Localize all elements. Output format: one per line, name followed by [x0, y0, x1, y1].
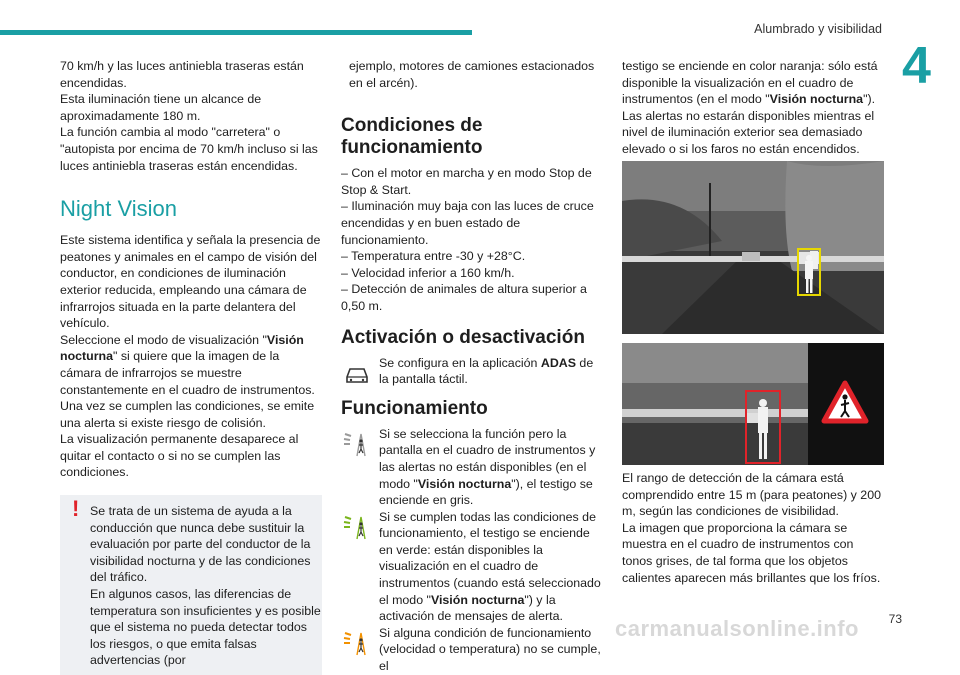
range-paragraph-1: El rango de detección de la cámara está comprendido entre 15 m (para peatones) y 200 m, según las condiciones de visibilidad.: [622, 471, 881, 519]
list-item: – Velocidad inferior a 160 km/h.: [341, 265, 515, 280]
intro-paragraph-3: La función cambia al modo "carretera" o "autopista por encima de 70 km/h incluso si las luces antiniebla traseras están encendidas.: [60, 125, 318, 173]
list-item: – Detección de animales de altura superior a 0,50 m.: [341, 282, 587, 313]
column-right: [622, 58, 884, 158]
intro-paragraph-2: Esta iluminación tiene un alcance de aproximadamente 180 m.: [60, 92, 262, 123]
continued-paragraph: ejemplo, motores de camiones estacionados en el arcén).: [349, 59, 595, 90]
operation-text-gray: Si se selecciona la función pero la pantalla en el cuadro de instrumentos y las alertas no están disponibles (en el modo "Visión nocturna"), el testigo se enciende en gris.: [379, 426, 596, 508]
night-vision-gray-icon: [341, 428, 373, 460]
nv-paragraph-1: Este sistema identifica y señala la presencia de peatones y animales en el campo de visión del conductor, en condiciones de iluminación exterior reducida, empleando una cámara de infrarrojos situada en la parte delantera del vehículo.: [60, 233, 321, 331]
operation-text-green: Si se cumplen todas las condiciones de funcionamiento, el testigo se enciende en verde: están disponibles la visualización en el cuadro de instrumentos (cuando está seleccionado el modo "Visión nocturna") y la activación de mensajes de alerta.: [379, 509, 601, 624]
conditions-list: [341, 165, 603, 314]
night-vision-orange-icon: [341, 627, 373, 659]
alerts-paragraph: Las alertas no estarán disponibles mientras el nivel de iluminación exterior sea demasiado elevado o si los faros no están encendidos.: [622, 108, 875, 156]
nv-paragraph-2: Seleccione el modo de visualización "Visión nocturna" si quiere que la imagen de la cámara de infrarrojos se muestre constantemente en el cuadro de instrumentos. Una vez se cumplen las condiciones, se emite una alerta si existe riesgo de colisión.: [60, 332, 315, 430]
intro-paragraph-1: 70 km/h y las luces antiniebla traseras están encendidas.: [60, 59, 304, 90]
list-item: – Con el motor en marcha y en modo Stop de Stop & Start.: [341, 166, 592, 197]
header-accent-bar: [0, 30, 472, 35]
warning-paragraph-2: En algunos casos, las diferencias de temperatura son insuficientes y es posible que el sistema no pueda detectar todos los riesgos, o que emita falsas advertencias (por: [90, 587, 321, 668]
conditions-heading: Condiciones de funcionamiento: [341, 115, 483, 159]
range-text-block: [622, 470, 884, 586]
list-item: – Iluminación muy baja con las luces de cruce encendidas y en buen estado de funcionamiento.: [341, 199, 594, 247]
activation-text: Se configura en la aplicación ADAS de la pantalla táctil.: [379, 355, 594, 387]
operation-text-orange: Si alguna condición de funcionamiento (velocidad o temperatura) no se cumple, el: [379, 625, 601, 674]
operation-row-gray: [341, 426, 603, 509]
page-number: 73: [888, 612, 902, 626]
activation-row: [341, 355, 603, 388]
operation-row-green: [341, 509, 603, 625]
thermal-camera-photo-alert: [622, 343, 884, 465]
list-item: – Temperatura entre -30 y +28°C.: [341, 249, 526, 264]
continued-paragraph-right: testigo se enciende en color naranja: sólo está disponible la visualización en el cuadro de instrumentos (en el modo "Visión nocturna").: [622, 59, 878, 107]
warning-exclamation-icon: !: [72, 496, 80, 522]
range-paragraph-2: La imagen que proporciona la cámara se muestra en el cuadro de instrumentos con tonos grises, de tal forma que los objetos calientes aparecen más brillantes que los fríos.: [622, 520, 881, 585]
night-vision-green-icon: [341, 511, 373, 543]
night-vision-heading: Night Vision: [60, 196, 177, 222]
activation-heading: Activación o desactivación: [341, 326, 585, 348]
warning-box: [60, 495, 322, 675]
thermal-camera-photo-pedestrian: [622, 161, 884, 334]
section-title: Alumbrado y visibilidad: [754, 22, 882, 36]
chapter-number: 4: [902, 37, 931, 95]
column-middle: [341, 58, 603, 675]
column-left: [60, 58, 322, 675]
operation-heading: Funcionamiento: [341, 397, 488, 419]
car-settings-icon: [341, 357, 373, 389]
nv-paragraph-3: La visualización permanente desaparece al quitar el contacto o si no se cumplen las condiciones.: [60, 432, 299, 480]
operation-row-orange: [341, 625, 603, 675]
warning-paragraph-1: Se trata de un sistema de ayuda a la conducción que nunca debe sustituir la evaluación por parte del conductor de la visibilidad nocturna y de las condiciones del tráfico.: [90, 504, 311, 585]
watermark: carmanualsonline.info: [615, 616, 859, 641]
